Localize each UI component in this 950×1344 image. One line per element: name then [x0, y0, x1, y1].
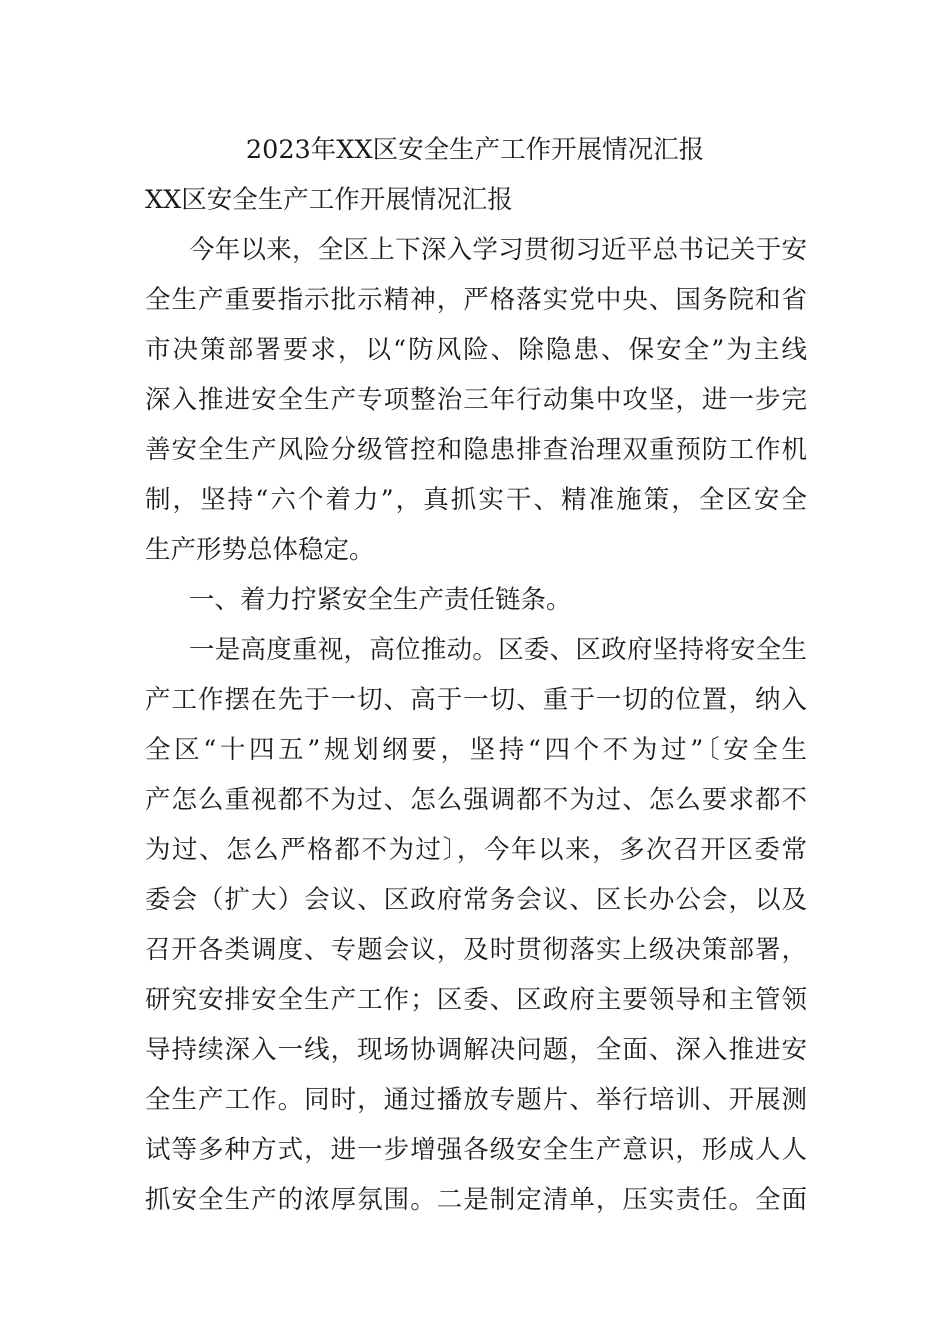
- paragraph-line: 委会（扩大）会议、区政府常务会议、区长办公会，以及: [145, 885, 807, 915]
- paragraph-line: 善安全生产风险分级管控和隐患排查治理双重预防工作机: [145, 435, 807, 465]
- paragraph-line: 生产形势总体稳定。: [145, 535, 375, 565]
- paragraph-line: 全区“十四五”规划纲要，坚持“四个不为过”〔安全生: [145, 735, 807, 765]
- paragraph-line: 今年以来，全区上下深入学习贯彻习近平总书记关于安: [189, 235, 807, 265]
- paragraph-line: 一是高度重视，高位推动。区委、区政府坚持将安全生: [189, 635, 807, 665]
- paragraph-line: 制，坚持“六个着力”，真抓实干、精准施策，全区安全: [145, 485, 807, 515]
- paragraph-line: 试等多种方式，进一步增强各级安全生产意识，形成人人: [145, 1135, 807, 1165]
- document-title: 2023年XX区安全生产工作开展情况汇报: [245, 135, 705, 165]
- section-heading: 一、着力拧紧安全生产责任链条。: [189, 585, 572, 615]
- document-body: [145, 225, 807, 1225]
- paragraph-line: 产怎么重视都不为过、怎么强调都不为过、怎么要求都不: [145, 785, 807, 815]
- paragraph-line: 研究安排安全生产工作；区委、区政府主要领导和主管领: [145, 985, 807, 1015]
- paragraph-line: 全生产工作。同时，通过播放专题片、举行培训、开展测: [145, 1085, 807, 1115]
- paragraph-line: 导持续深入一线，现场协调解决问题，全面、深入推进安: [145, 1035, 807, 1065]
- paragraph-line: 市决策部署要求，以“防风险、除隐患、保安全”为主线: [145, 335, 807, 365]
- paragraph-line: 产工作摆在先于一切、高于一切、重于一切的位置，纳入: [145, 685, 807, 715]
- document-subtitle: XX区安全生产工作开展情况汇报: [145, 185, 513, 215]
- paragraph-line: 全生产重要指示批示精神，严格落实党中央、国务院和省: [145, 285, 807, 315]
- paragraph-line: 深入推进安全生产专项整治三年行动集中攻坚，进一步完: [145, 385, 807, 415]
- paragraph-line: 抓安全生产的浓厚氛围。二是制定清单，压实责任。全面: [145, 1185, 807, 1215]
- paragraph-line: 为过、怎么严格都不为过〕，今年以来，多次召开区委常: [145, 835, 807, 865]
- paragraph-line: 召开各类调度、专题会议，及时贯彻落实上级决策部署，: [145, 935, 807, 965]
